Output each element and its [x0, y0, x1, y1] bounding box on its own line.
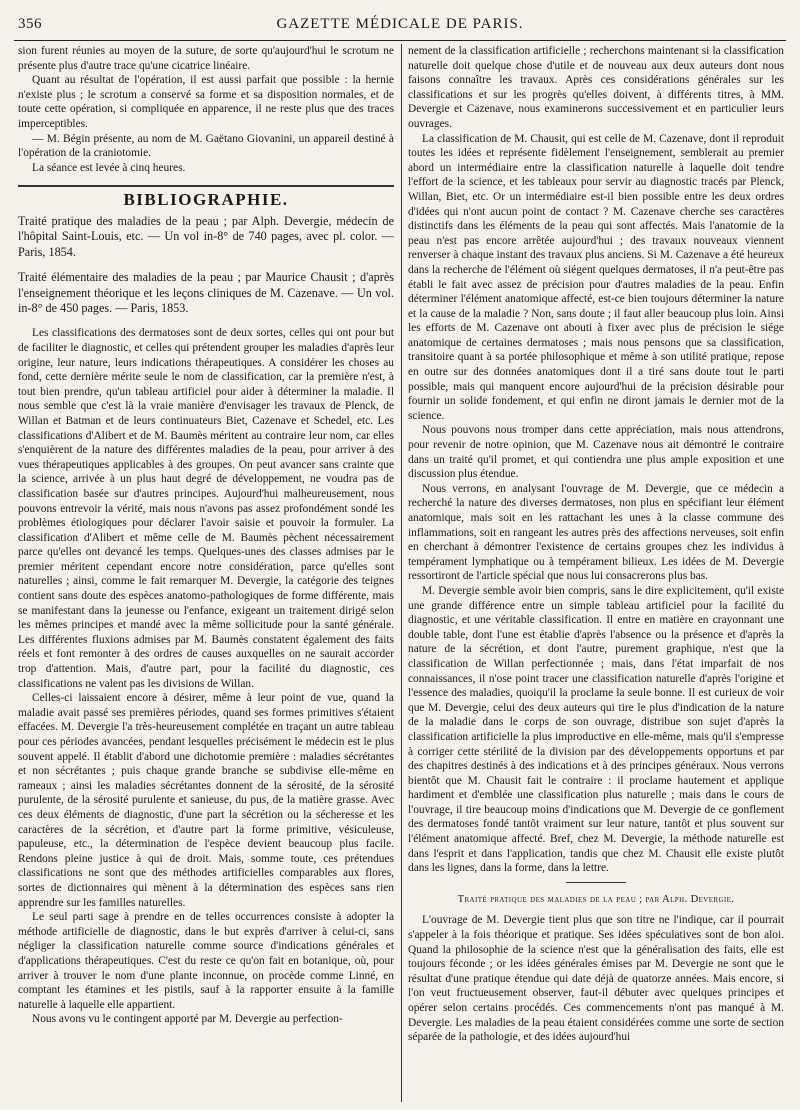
- paragraph: La séance est levée à cinq heures.: [32, 161, 186, 174]
- running-title: GAZETTE MÉDICALE DE PARIS.: [276, 16, 524, 32]
- paragraph: M. Devergie semble avoir bien compris, sans le dire explicitement, qu'il existe une grande différence entre un simple tableau artificiel pour la facilité du diagnostic, et une véritable classification. Il entre en matière en crayonnant une double table, dont l'une est établie d'après l'absence ou la présence et d'après la nature de la sécrétion, et dont l'autre, purement graphique, n'est que la classification de Willan perfectionnée ; mais, dans l'état imparfait de nos connaissances, il n'ose point tracer une classification naturelle d'après l'origine et l'essence des maladies, quoiqu'il la proclame la seule bonne. Il est curieux de voir que M. Devergie, celui des deux auteurs qui tire le plus d'indication de la nature de la maladie dans le corps de son ouvrage, distribue son sujet d'après la classification artificielle la plus improductive en elle-même, mais qu'il s'empresse à corriger cette stérilité de la division par des développements opportuns et par des chapitres destinés à des indications et à des principes généraux. Nous verrons bientôt que M. Chausit fait le contraire : il proclame hautement et applique hardiment et d'emblée une classification plus naturelle ; mais dans le cours de l'ouvrage, il tire beaucoup moins d'indications que M. Devergie de ce gonflement des dermatoses fondé tantôt vraiment sur leur nature, tantôt et plus souvent sur l'élément anatomique affecté. Bref, chez M. Devergie, la méthode naturelle est dans l'esprit et dans l'application, tandis que chez M. Chausit elle existe plutôt dans les lignes, dans la forme, dans la lettre.: [408, 584, 784, 875]
- review-subheading: Traité pratique des maladies de la peau ; par Alph. Devergie.: [457, 893, 735, 905]
- header-rule: [14, 40, 786, 41]
- paragraph: Quant au résultat de l'opération, il est aussi parfait que possible : la hernie n'existe plus ; le scrotum a conservé sa forme et sa disposition normales, et de toute cette opération, si compliquée en apparence, il ne reste plus que des traces imperceptibles.: [18, 74, 394, 130]
- paragraph: nement de la classification artificielle ; recherchons maintenant si la classification naturelle doit quelque chose d'utile et de nouveau aux deux auteurs dont nous faisons connaître les travaux. Après ces considérations générales sur les classifications et sur les progrès qu'elles doivent, à différents titres, à MM. Devergie et Cazenave, nous examinerons successivement et en particulier leurs ouvrages.: [408, 45, 784, 130]
- column-divider: [401, 44, 402, 1102]
- paragraph: Nous avons vu le contingent apporté par M. Devergie au perfection-: [32, 1013, 343, 1026]
- section-title: BIBLIOGRAPHIE.: [123, 190, 289, 210]
- right-column: [408, 44, 784, 1102]
- paragraph: L'ouvrage de M. Devergie tient plus que son titre ne l'indique, car il pourrait s'appeler à la fois théorique et pratique. Ses idées spéculatives sont de bon aloi. Quand la philosophie de la science n'est que la généralisation des faits, elle est toujours féconde ; or les idées générales émises par M. Devergie ne sont que le résultat d'une pratique étendue qui date déjà de quatorze années. Mais encore, si l'on veut fructueusement observer, faut-il débuter avec quelques principes et opérer selon certains procédés. Ces commencements n'ont pas manqué à M. Devergie. Les maladies de la peau étaient considérées comme une sorte de section séparée de la pathologie, et des idées aujourd'hui: [408, 914, 784, 1044]
- paragraph: La classification de M. Chausit, qui est celle de M. Cazenave, dont il reproduit toutes les idées et représente fidèlement l'enseignement, semblerait au premier abord un intermédiaire entre la classification naturelle à laquelle doit tendre l'effort de la science, et les tableaux pour servir au diagnostic tracés par Plenck, Willan, Biet, etc. Or un intermédiaire est-il bien possible entre les deux ordres d'idées qui n'ont aucun point de contact ? M. Cazenave cherche ses caractères distinctifs dans les éléments de la peau qui sont affectés. Mais l'anatomie de la peau n'est pas encore arrêtée aujourd'hui ; des travaux nouveaux viennent renverser à chaque instant des travaux plus anciens. Si M. Cazenave a été heureux dans la recherche de l'élément où siégent quelques dermatoses, il n'a peut-être pas établi le fait avec assez de précision pour d'autres maladies de la peau. Enfin déterminer l'élément anatomique affecté, est-ce bien toujours déterminer la nature et la cause de la maladie ? Non, sans doute ; il faut aller beaucoup plus loin. Ainsi les efforts de M. Cazenave ont abouti à fixer avec plus de précision le siége anatomique de certaines dermatoses ; mais nous pensons que sa classification, transitoire quant à sa portée philosophique et même à son utilité pratique, repose en outre sur des données anatomiques dont il a tiré sans doute tout le parti possible, mais qui manquent encore aujourd'hui de la précision désirable pour fournir un solide fondement, et qui enfin ne diront jamais le dernier mot de la science.: [408, 132, 784, 422]
- paragraph: Nous pouvons nous tromper dans cette appréciation, mais nous attendrons, pour revenir de notre opinion, que M. Cazenave nous ait démontré le contraire dans un traité qu'il promet, et qui contiendra une plus ample exposition et une discussion plus étendue.: [408, 424, 784, 481]
- paragraph: Celles-ci laissaient encore à désirer, même à leur point de vue, quand la maladie avait passé ses premières périodes, quand ses formes primitives s'étaient effacées. M. Devergie l'a très-heureusement complétée en traçant un autre tableau pour ces périodes avancées, pendant lesquelles précisément le médecin est le plus souvent appelé. Il établit d'abord une dichotomie première : maladies sécrétantes et non sécrétantes ; puis chaque grande branche se subdivise elle-même en rameaux ; ainsi les maladies sécrétantes donnent de la sérosité, de la sérosité purulente, de la sérosité purulente et sanieuse, du pus, de la matière grasse. Avec ces deux éléments de diagnostic, d'une part la sécrétion ou la sécheresse et les caractères de la sécrétion, et d'autre part la forme primitive, vésiculeuse, papuleuse, etc., la détermination de l'espèce devient beaucoup plus facile. Rendons pleine justice à qui de droit. Mais, somme toute, ces prétendues classifications ne sont que des méthodes artificielles comparables aux flores, sortes de dictionnaires qui mènent à la détermination des espèces sans rien apprendre sur les familles naturelles.: [18, 692, 394, 909]
- short-rule: [566, 882, 626, 883]
- bibliography-entry: Traité élémentaire des maladies de la peau ; par Maurice Chausit ; d'après l'enseignement théorique et les leçons cliniques de M. Cazenave. — Un vol. in-8° de 450 pages. — Paris, 1853.: [18, 270, 394, 315]
- section-rule: [18, 185, 394, 187]
- page-number: 356: [18, 16, 42, 32]
- paragraph: sion furent réunies au moyen de la suture, de sorte qu'aujourd'hui le scrotum ne présente plus d'autre trace qu'une cicatrice linéaire.: [18, 45, 394, 72]
- left-column: [18, 44, 394, 1102]
- paragraph: Le seul parti sage à prendre en de telles occurrences consiste à adopter la méthode artificielle de diagnostic, dans le but exprès d'arriver à celui-ci, sans négliger la classification naturelle comme source d'indications générales et d'applications thérapeutiques. C'est du reste ce qu'on fait en botanique, où, pour arriver à trouver le nom d'une plante inconnue, on procède comme Linné, en comptant les étamines et les pistils, sauf à la rapporter ensuite à la famille naturelle à laquelle elle appartient.: [18, 911, 394, 1011]
- bibliography-entry: Traité pratique des maladies de la peau ; par Alph. Devergie, médecin de l'hôpital Saint-Louis, etc. — Un vol in-8° de 740 pages, avec pl. color. — Paris, 1854.: [18, 213, 394, 259]
- page-header: [14, 10, 786, 40]
- paragraph: Les classifications des dermatoses sont de deux sortes, celles qui ont pour but de faciliter le diagnostic, et celles qui prétendent grouper les maladies d'après leur origine, leur nature, leurs indications thérapeutiques. A considérer les choses au fond, cette dernière mérite seule le nom de classification, car la première n'est, à tout bien prendre, qu'un tableau artificiel pour aider à déterminer la maladie. Il nous semble que c'est là la vraie manière d'envisager les travaux de Plenck, de Willan et Batman et de leurs continuateurs Biet, Cazenave et Schedel, etc. Les classifications d'Alibert et de M. Baumès méritent au contraire leur nom, car elles s'enquièrent de la nature des différentes maladies de la peau, pour arriver à des vues thérapeutiques applicables à des groupes. On peut avancer sans crainte que la science, arrivée à un plus haut degré de développement, ne voudra pas de classification basée sur d'autres principes. Aujourd'hui malheureusement, nous pouvons entrevoir la vérité, mais nous n'avons pas assez profondément sondé les problèmes étiologiques pour déclarer l'avoir saisie et pouvoir la formuler. La classification d'Alibert et même celle de M. Baumès pèchent nécessairement parce qu'elles ont devancé les temps. Quelques-unes des classes admises par le premier méritent cependant encore notre considération, parce qu'elles sont naturelles ; ainsi, comme le fait remarquer M. Devergie, la catégorie des teignes contient sans doute des espèces anatomo-pathologiques de forme différente, mais se manifestant dans la jeunesse ou l'enfance, exigeant un traitement dirigé selon les mêmes principes et mandé avec la même sollicitude pour la santé générale. Les différentes fluxions admises par M. Baumès constatent également des faits réels et font remonter à des ordres de causes auxquelles on ne saurait accorder trop d'attention. Mais, d'autre part, pour la facilité du diagnostic, ces classifications ne valent pas les divisions de Willan.: [18, 327, 394, 690]
- paragraph: Nous verrons, en analysant l'ouvrage de M. Devergie, que ce médecin a recherché la nature des diverses dermatoses, non plus en spécifiant leur élément anatomique, mais soit en les rattachant les unes à la classe commune des inflammations, soit en rangeant les autres près des affections nerveuses, soit enfin en cherchant à démontrer l'existence de certains groupes chez les individus à tempérament lymphatique ou à tempérament bilieux. Les idées de M. Devergie ressortiront de l'article spécial que nous lui consacrerons plus bas.: [408, 482, 784, 583]
- paragraph: — M. Bégin présente, au nom de M. Gaëtano Giovanini, un appareil destiné à l'opération de la craniotomie.: [18, 132, 394, 160]
